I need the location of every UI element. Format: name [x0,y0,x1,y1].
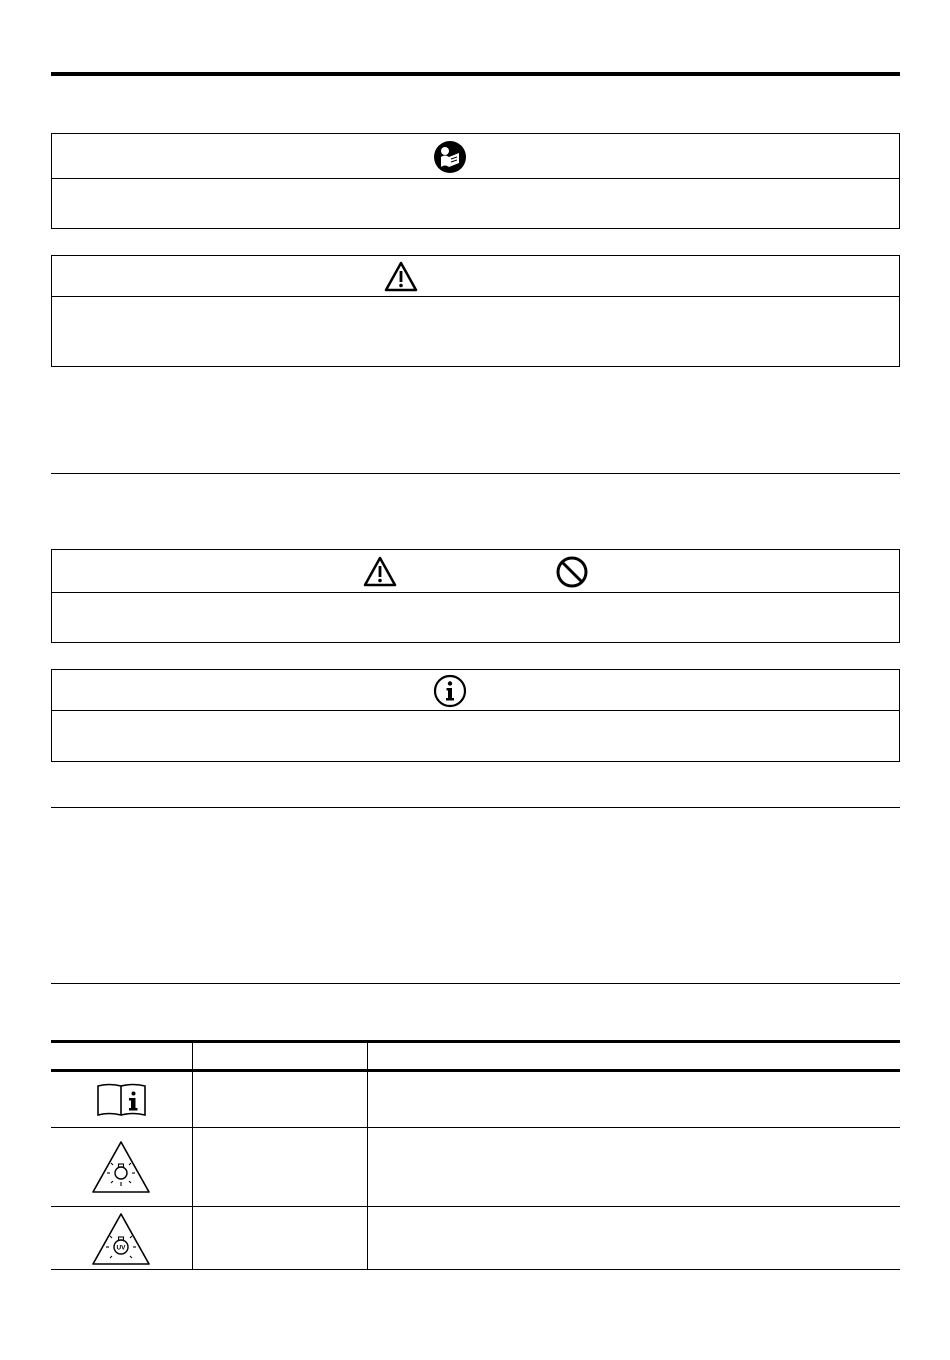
manual-book-icon [96,1082,148,1118]
section-divider [51,807,900,808]
table-bottom-rule [51,1269,900,1270]
table-row [51,1128,900,1206]
notice-box-header [52,134,899,179]
light-hazard-icon [91,1140,151,1194]
notice-box-info [51,669,900,762]
uv-hazard-icon [91,1212,151,1266]
notice-box-header [52,550,899,593]
notice-box-read-manual [51,133,900,229]
notice-box-body [52,711,899,761]
notice-box-body [52,179,899,228]
section-divider [51,983,900,984]
table-row [51,1207,900,1269]
notice-box-header [52,670,899,711]
warning-triangle-icon [384,261,418,292]
notice-box-body [52,297,899,366]
section-divider [51,473,900,474]
info-circle-icon [433,674,467,708]
read-manual-icon [433,140,467,174]
notice-box-body [52,593,899,642]
table-row [51,1072,900,1127]
notice-box-header [52,256,899,297]
notice-box-warning [51,255,900,367]
top-rule [51,72,900,76]
notice-box-warning-prohibited [51,549,900,643]
warning-triangle-icon [363,556,397,587]
prohibition-icon [556,556,588,588]
uv-label: UV [116,1244,126,1252]
table-top-rule [51,1040,900,1043]
